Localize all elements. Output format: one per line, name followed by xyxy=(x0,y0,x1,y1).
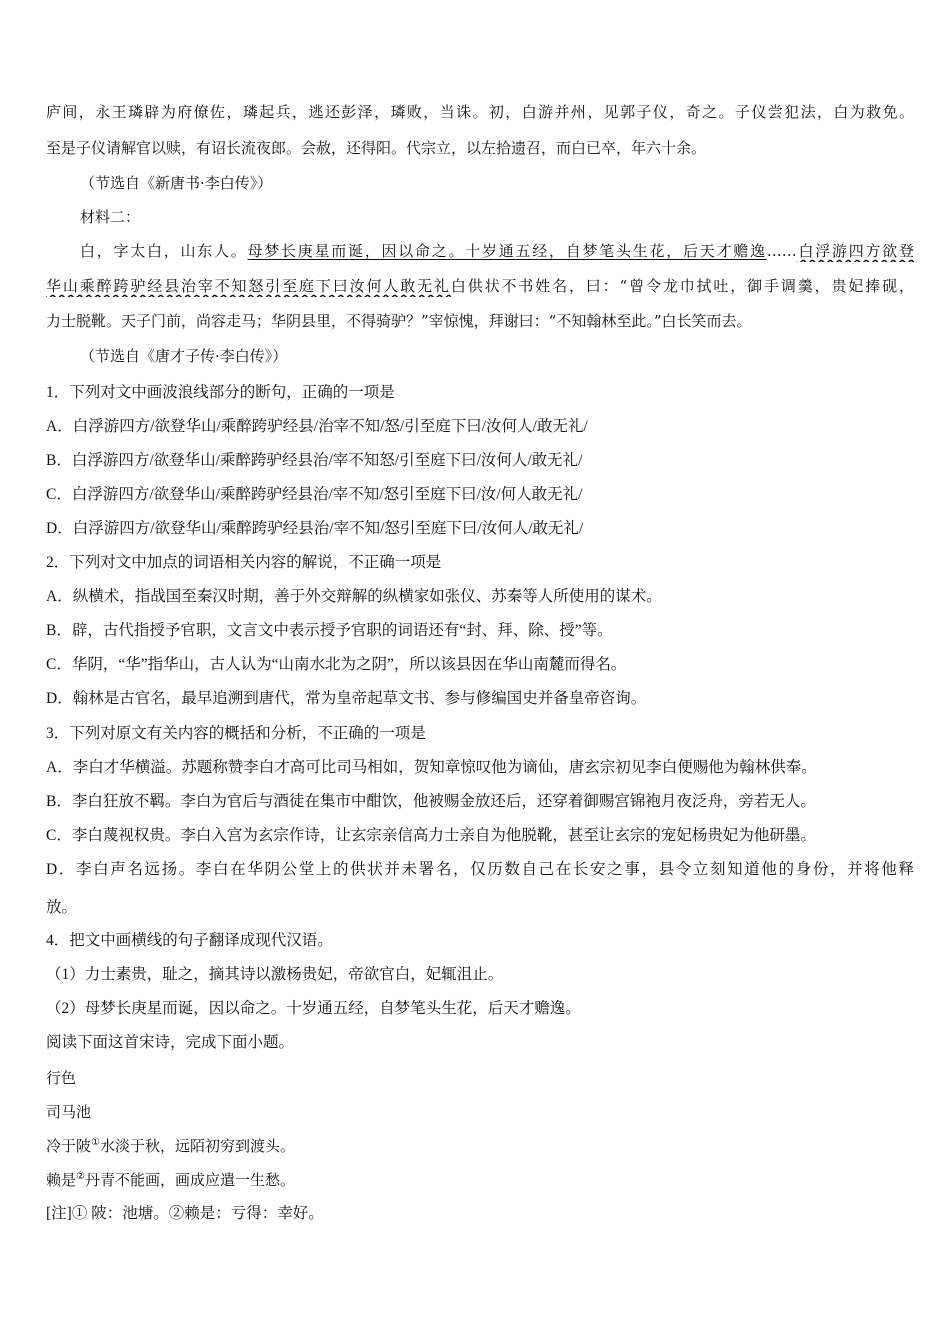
q1-option-a: A．白浮游四方/欲登华山/乘醉跨驴经县/治宰不知/怒/引至庭下曰/汝何人/敢无礼/ xyxy=(46,418,588,435)
q3-option-d-line2: 放。 xyxy=(46,899,78,916)
poem-line2-part-a: 赖是 xyxy=(46,1171,77,1189)
q1-option-c: C．白浮游四方/欲登华山/乘醉跨驴经县治/宰不知/怒引至庭下曰/汝/何人敢无礼/ xyxy=(46,486,583,503)
material2-label: 材料二： xyxy=(80,208,141,226)
note-marker-1: ① xyxy=(91,1137,100,1148)
q3-option-b: B．李白狂放不羁。李白为官后与酒徒在集市中酣饮，他被赐金放还后，还穿着御赐宫锦袍月夜泛舟，旁若无人。 xyxy=(46,793,816,810)
material1-line1: 庐间，永王璘辟为府僚佐，璘起兵，逃还彭泽，璘败，当诛。初，白游并州，见郭子仪，奇之。子仪尝犯法，白为救免。 xyxy=(46,103,914,121)
material2-line2-rest: 白供状不书姓名，曰：“曾令龙巾拭吐，御手调羹，贵妃捧砚， xyxy=(450,277,914,295)
q1-stem: 1．下列对文中画波浪线部分的断句，正确的一项是 xyxy=(46,384,395,401)
q2-stem: 2．下列对文中加点的词语相关内容的解说，不正确一项是 xyxy=(46,554,442,571)
underlined-sentence: 母梦长庚星而诞，因以命之。十岁通五经，自梦笔头生花，后天才赡逸 xyxy=(247,242,767,260)
q3-option-d-line1: D．李白声名远扬。李白在华阴公堂上的供状并未署名，仅历数自己在长安之事，县令立刻知道他的身份，并将他释 xyxy=(46,861,914,878)
q4-stem: 4．把文中画横线的句子翻译成现代汉语。 xyxy=(46,932,333,949)
material1-source: （节选自《新唐书·李白传》） xyxy=(80,174,273,192)
note-marker-2: ② xyxy=(76,1171,85,1182)
ellipsis: …… xyxy=(766,242,797,260)
q2-option-b: B．辟，古代指授予官职，文言文中表示授予官职的词语还有“封、拜、除、授”等。 xyxy=(46,622,613,639)
material2-intro: 白，字太白，山东人。 xyxy=(80,242,248,260)
q1-option-d: D．白浮游四方/欲登华山/乘醉跨驴经县治/宰不知/怒引至庭下曰/汝何人/敢无礼/ xyxy=(46,520,584,537)
q3-option-c: C．李白蔑视权贵。李白入宫为玄宗作诗，让玄宗亲信高力士亲自为他脱靴，甚至让玄宗的宠妃杨贵妃为他研墨。 xyxy=(46,827,816,844)
wavy-segment-1: 白浮游四方欲登 xyxy=(796,242,914,260)
material2-line1 xyxy=(80,240,914,262)
q4-part1: （1）力士素贵，耻之，摘其诗以激杨贵妃，帝欲官白，妃辄沮止。 xyxy=(46,966,504,983)
poem-line1-part-a: 冷于陂 xyxy=(46,1137,92,1155)
material1-line2: 至是子仪请解官以赎，有诏长流夜郎。会赦，还得阳。代宗立，以左拾遗召，而白已卒，年六十余。 xyxy=(46,139,707,157)
material2-source: （节选自《唐才子传·李白传》） xyxy=(80,347,288,365)
material2-line2 xyxy=(46,275,914,297)
poem-instruction: 阅读下面这首宋诗，完成下面小题。 xyxy=(46,1034,295,1051)
wavy-segment-2: 华山乘醉跨驴经县治宰不知怒引至庭下曰汝何人敢无礼 xyxy=(46,277,451,295)
poem-author: 司马池 xyxy=(46,1103,92,1121)
poem-line2-part-b: 丹青不能画，画成应遣一生愁。 xyxy=(84,1171,295,1189)
poem-line1-part-b: 水淡于秋，远陌初穷到渡头。 xyxy=(99,1137,295,1155)
q3-option-a: A．李白才华横溢。苏题称赞李白才高可比司马相如，贺知章惊叹他为谪仙，唐玄宗初见李白便赐他为翰林供奉。 xyxy=(46,759,817,776)
q2-option-a: A．纵横术，指战国至秦汉时期，善于外交辩解的纵横家如张仪、苏秦等人所使用的谋术。 xyxy=(46,588,662,605)
poem-notes: [注]① 陂：池塘。②赖是：亏得：幸好。 xyxy=(46,1205,324,1222)
poem-title: 行色 xyxy=(46,1069,77,1087)
q1-option-b: B．白浮游四方/欲登华山/乘醉跨驴经县治/宰不知怒/引至庭下曰/汝何人/敢无礼/ xyxy=(46,452,583,469)
q3-stem: 3．下列对原文有关内容的概括和分析，不正确的一项是 xyxy=(46,725,426,742)
q4-part2: （2）母梦长庚星而诞，因以命之。十岁通五经，自梦笔头生花，后天才赡逸。 xyxy=(46,1000,581,1017)
q2-option-d: D．翰林是古官名，最早追溯到唐代，常为皇帝起草文书、参与修编国史并备皇帝咨询。 xyxy=(46,690,647,707)
poem-line2 xyxy=(46,1169,914,1191)
q2-option-c: C．华阴，“华”指华山，古人认为“山南水北为之阴”，所以该县因在华山南麓而得名。 xyxy=(46,656,627,673)
poem-line1 xyxy=(46,1135,914,1157)
material2-line3: 力士脱靴。天子门前，尚容走马；华阴县里，不得骑驴？”宰惊愧，拜谢曰：“不知翰林至此。”白长笑而去。 xyxy=(46,312,752,330)
